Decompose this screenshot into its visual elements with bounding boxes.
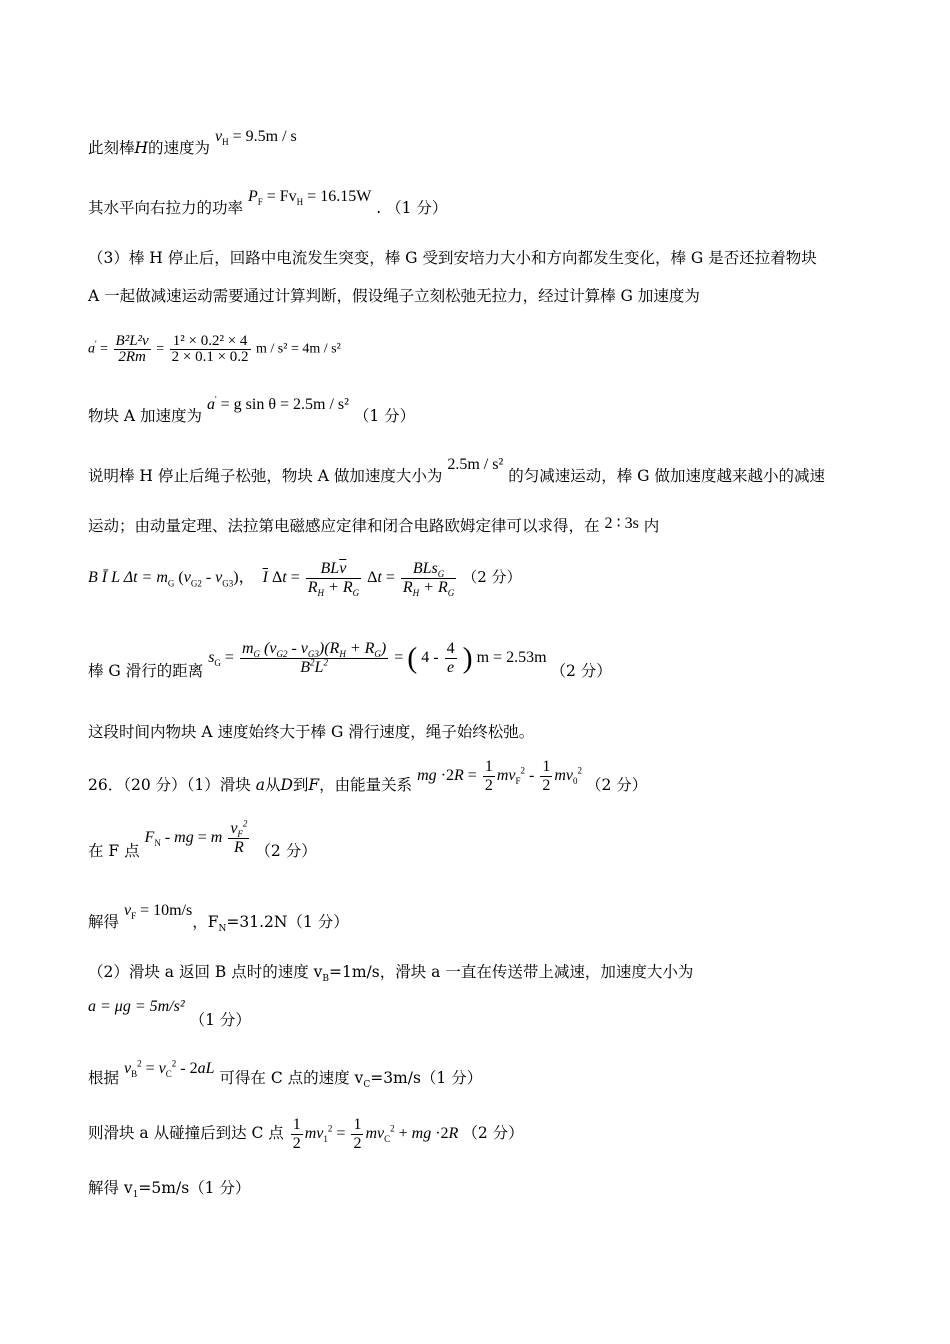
score-label: （2 分） [550,662,612,681]
text-segment: 则滑块 a 从碰撞后到达 C 点 [88,1124,284,1143]
explanation-line2 [88,516,659,537]
text-segment: ，F [192,913,219,931]
value-acceleration: 2.5m / s² [447,456,504,473]
fraction: $\frac{\text{1² × 0.2² × 4}}{2 \times 0.1 \times 0.2}$ [171,333,249,365]
fraction: $\frac{1}{2}$ [292,1116,301,1152]
text-segment: =31.2N（1 分） [226,913,349,931]
fraction: $\frac{1}{2}$ [542,758,551,794]
equation-power: $P_F = Fv_H = 16.15W$ [247,188,372,208]
text-segment: 物块 A 加速度为 [88,407,203,425]
fraction: $\frac{v_F^2}{R}$ [230,818,248,856]
explanation-line1 [88,456,825,487]
text-segment: 内 [643,517,660,535]
line-kinematics: 根据 $v_B^2 = v_C^2 - 2aL$ 可得在 C 点的速度 $v_C=3m/s(1$ 分） [88,1058,483,1091]
line-sliding-distance [88,640,612,681]
score-label: （1 分） [189,1011,251,1029]
part2-line: （2）滑块 a 返回 B 点时的速度 $v_B=1m/s$，滑块 a 一直在传送带上减速，加速度大小为 [88,963,694,985]
equation-kinematics: $v_B^2 = v_C^2 - 2aL$ [123,1058,215,1080]
line-block-acceleration [88,394,416,427]
text-segment: 到 [292,776,309,795]
text-segment: ，由能量关系 [319,776,413,795]
score-label: （1 分） [353,407,416,425]
line-solve1: 解得 $v_F = 10m/s$，$F_N=31.2N(1$ 分） [88,902,349,935]
line-power [88,188,448,219]
equation-block-a: a' = g sin θ = 2.5m / s² [207,394,349,413]
equation-distance: $s_G$ = $\frac{m_G (v_{G2} - v_{G3})(R_H + R_G)}{B^2L^2}$ = ( 4 - $\frac{4}{e}$ ) m = 2.53m [208,640,547,676]
part3-line1: （3）棒 H 停止后，回路中电流发生突变，棒 G 受到安培力大小和方向都发生变化，棒 G 是否还拉着物块 [88,249,817,267]
time-interval: 2 ∶ 3s [604,515,639,532]
text-segment: （2）滑块 a 返回 B 点时的速度 v [88,963,323,981]
line-energy-c [88,1116,524,1153]
fraction: $\frac{4}{e}$ [446,640,455,676]
conclusion-line: 这段时间内物块 A 速度始终大于棒 G 滑行速度，绳子始终松弛。 [88,723,535,741]
text-segment: 的匀减速运动，棒 G 做加速度越来越小的减速 [508,467,825,485]
text-segment: 从 [264,776,281,795]
fraction: $\frac{BLs_G}{R_H + R_G}$ [402,560,455,599]
line-f-point [88,818,317,861]
text-segment: 其水平向右拉力的功率 [88,199,244,217]
text-segment: 解得 [88,913,120,931]
line-velocity-h [88,128,297,159]
equation-energy-c: $\frac{1}{2}$ $mv_1^2$ = $\frac{1}{2}$ $mv_C^2$ + mg ·2R [292,1116,459,1152]
equation-vf: $v_F = 10m/s$ [123,902,193,922]
equation-acceleration-g: a' = $\frac{\text{B²L²v}}{2Rm}$ = $\frac{\text{1² × 0.2² × 4}}{2 \times 0.1 \times 0.2}$ m / s² = 4m / s² [88,333,341,365]
fraction: $\frac{BL\overline{v}}{R_H + R_G}$ [307,560,360,599]
line-acc-mug [88,996,251,1029]
text-segment: 解得 v [88,1179,133,1197]
q26-line1: 26．（20 分）（1）滑块 a从D到F，由能量关系 mg ·2R = $\frac{1}{2}$ $mv_F^2$ - $\frac{1}{2}$ $mv_0^2$ （2 分） [88,758,648,795]
text-segment: =1m/s，滑块 a 一直在传送带上减速，加速度大小为 [329,963,694,981]
score-label: . （1 分） [376,199,448,217]
equation-momentum: B Ī L $\Delta t = m_G$ $(v_{G2} - v_{G3})$， $\overline{I}$ Δt = $\frac{BL\overline{v}}{R_H + R_G}$ Δt = $\frac{BLs_G}{R_H + R_G}$ （2 分） [88,560,522,599]
score-label: （2 分） [585,776,648,795]
text-segment: 在 F 点 [88,842,140,861]
fraction: $\frac{1}{2}$ [484,758,493,794]
equation-vh: $v_H = 9.5m / s$ [215,128,297,148]
line-solve2: 解得 $v_1=5m/s(1$ 分） [88,1179,251,1201]
fraction: $\frac{1}{2}$ [353,1116,362,1152]
score-label: （2 分） [255,842,317,861]
text-segment: 可得在 C 点的速度 v [219,1069,364,1087]
text-segment: =3m/s（1 分） [370,1069,483,1087]
equation-energy: mg ·2R = $\frac{1}{2}$ $mv_F^2$ - $\frac{1}{2}$ $mv_0^2$ [417,758,582,794]
text-segment: 根据 [88,1069,120,1087]
part3-line2: A 一起做减速运动需要通过计算判断，假设绳子立刻松弛无拉力，经过计算棒 G 加速度为 [88,287,700,305]
text-segment: =5m/s（1 分） [138,1179,251,1197]
text-segment: 运动；由动量定理、法拉第电磁感应定律和闭合电路欧姆定律可以求得，在 [88,517,600,535]
equation-normal-force: $F_N$ - mg = m $\frac{v_F^2}{R}$ [144,818,248,856]
fraction: $\frac{m_G (v_{G2} - v_{G3})(R_H + R_G)}{B^2L^2}$ [241,640,387,676]
text-segment: 的速度为 [148,139,211,157]
equation-acc: a = μg = 5m/s² [88,998,185,1015]
text-segment: 此刻棒 [88,139,135,157]
text-segment: 棒 G 滑行的距离 [88,662,204,681]
text-segment: 26．（20 分）（1）滑块 [88,776,251,795]
fraction: $\frac{\text{B²L²v}}{2Rm}$ [115,333,149,365]
symbol-h: H [134,139,149,157]
text-segment: 说明棒 H 停止后绳子松弛，物块 A 做加速度大小为 [88,467,443,485]
score-label: （2 分） [462,1124,524,1143]
